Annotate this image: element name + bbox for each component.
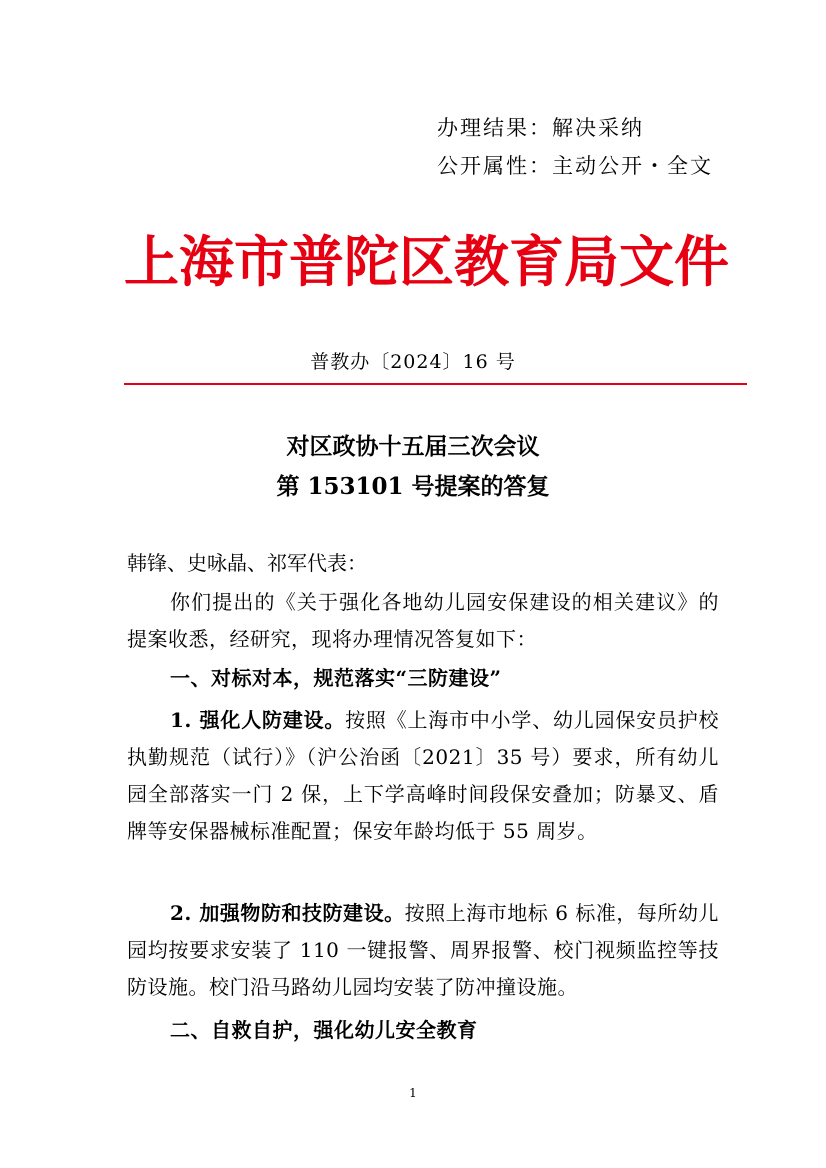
item-1-paragraph (127, 702, 719, 850)
handling-result: 办理结果：解决采纳 (437, 116, 644, 140)
salutation: 韩锋、史咏晶、祁军代表： (127, 551, 367, 575)
intro-paragraph: 你们提出的《关于强化各地幼儿园安保建设的相关建议》的提案收悉，经研究，现将办理情况答复如下： (127, 590, 719, 651)
item-1-lead: 1. 强化人防建设。 (170, 708, 346, 732)
red-divider-line (124, 383, 747, 385)
title-line-1: 对区政协十五届三次会议 (286, 433, 540, 460)
document-number: 普教办〔2024〕16 号 (310, 351, 516, 373)
item-2-body: 按照上海市地标 6 标准，每所幼儿园均按要求安装了 110 一键报警、周界报警、校门视频监控等技防设施。校门沿马路幼儿园均安装了防冲撞设施。 (127, 901, 719, 999)
item-2-lead: 2. 加强物防和技防建设。 (170, 901, 405, 925)
issuer-header: 上海市普陀区教育局文件 (124, 229, 730, 294)
disclosure-attribute: 公开属性：主动公开・全文 (437, 154, 713, 178)
title-line-2: 第 153101 号提案的答复 (276, 473, 550, 500)
page-number: 1 (409, 1086, 417, 1100)
section-heading-1: 一、对标对本，规范落实“三防建设” (170, 666, 502, 690)
section-heading-2: 二、自救自护，强化幼儿安全教育 (170, 1018, 478, 1042)
item-1-body: 按照《上海市中小学、幼儿园保安员护校执勤规范（试行）》（沪公治函〔2021〕35 号）要求，所有幼儿园全部落实一门 2 保，上下学高峰时间段保安叠加；防暴叉、盾牌等安保器械标准配置；保安年龄均低于 55 周岁。 (127, 708, 720, 843)
item-2-paragraph (127, 895, 719, 1006)
